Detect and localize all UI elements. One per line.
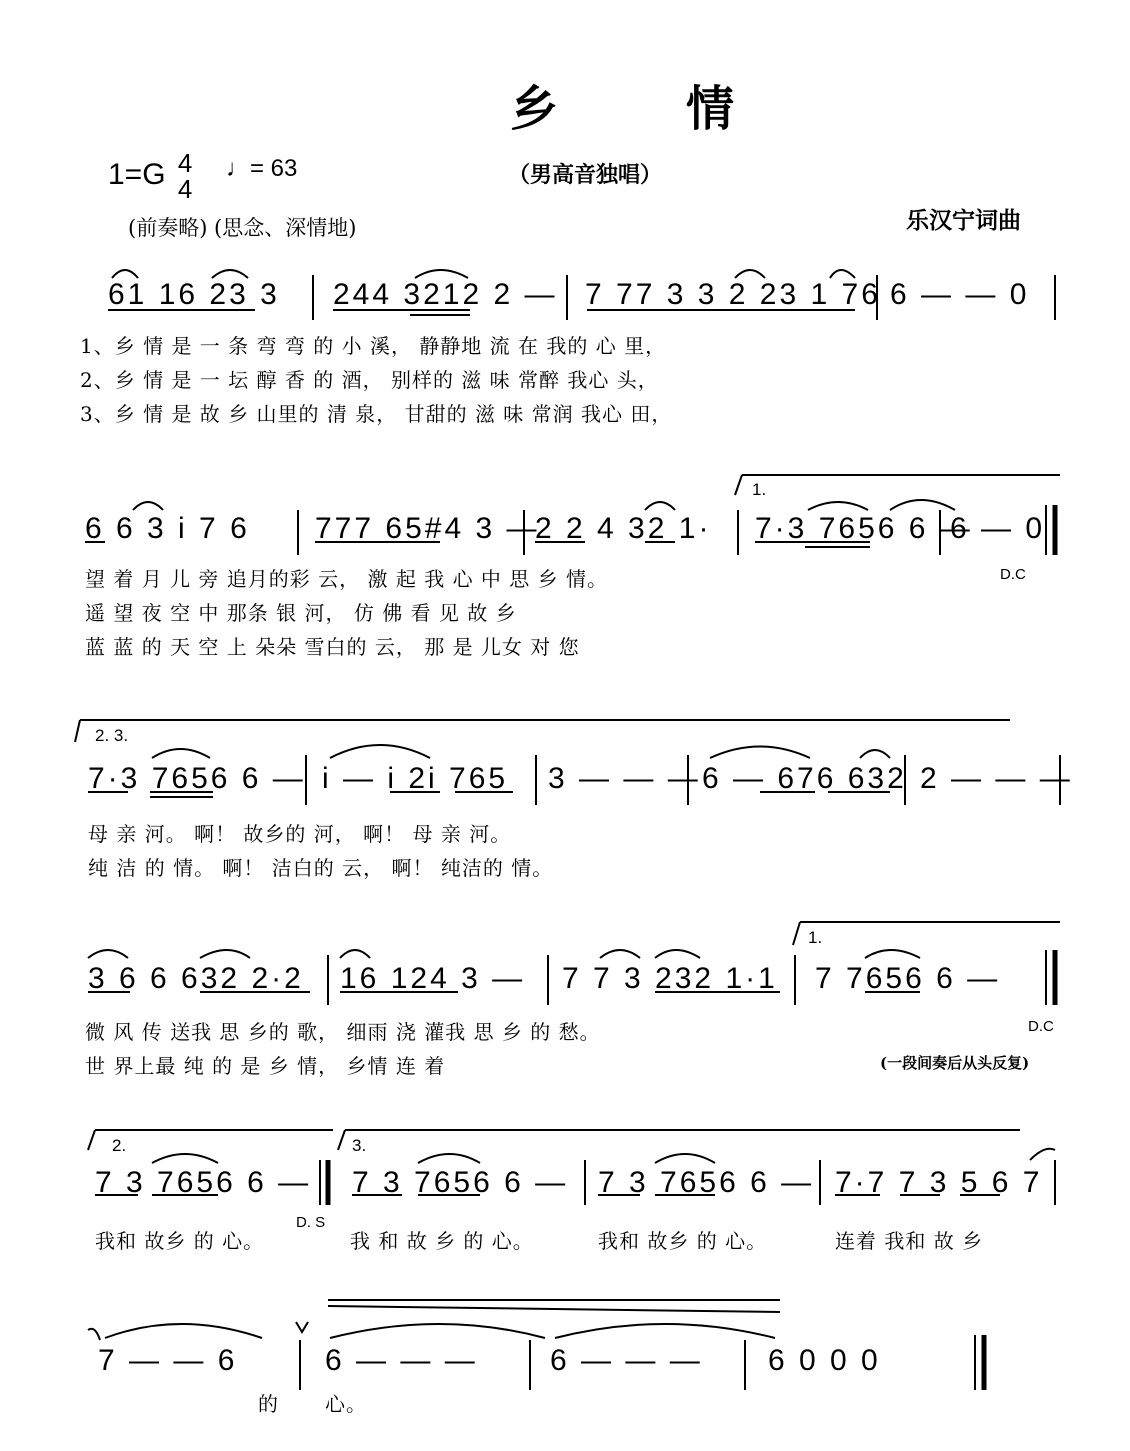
measure-r3-1: 7·3 7656 6 — (88, 762, 306, 795)
lyric-r2-v3: 蓝 蓝 的 天 空 上 朵朵 雪白的 云， 那 是 儿女 对 您 (85, 635, 580, 659)
measure-r3-5: 2 — — — (920, 762, 1073, 795)
dc-marking-1: D.C (1000, 566, 1026, 583)
lyric-r4-v2: 世 界上最 纯 的 是 乡 情， 乡情 连 着 (85, 1054, 446, 1078)
lyric-r3-v1: 母 亲 河。 啊！ 故乡的 河， 啊！ 母 亲 河。 (88, 822, 512, 846)
measure-r3-3: 3 — — — (548, 762, 701, 795)
lyric-r3-v2: 纯 洁 的 情。 啊！ 洁白的 云， 啊！ 纯洁的 情。 (88, 856, 554, 880)
measure-r6-2: 6 — — — (325, 1344, 478, 1377)
measure-r6-3: 6 — — — (550, 1344, 703, 1377)
lyric-r2-v2: 遥 望 夜 空 中 那条 银 河， 仿 佛 看 见 故 乡 (85, 601, 517, 625)
measure-r4-3: 7 7 3 232 1·1 (562, 962, 778, 995)
measure-r1-3: 7 77 3 3 2 23 1 76 (585, 278, 881, 311)
measure-r4-4: 7 7656 6 — (815, 962, 1001, 995)
intro-direction: (前奏略) (思念、深情地) (128, 216, 357, 240)
lyric-r5-c: 我和 故乡 的 心。 (598, 1229, 768, 1253)
measure-r5-2: 7 3 7656 6 — (352, 1166, 569, 1199)
lyric-r5-b: 我 和 故 乡 的 心。 (350, 1229, 534, 1253)
lyric-r6-b: 心。 (325, 1392, 367, 1416)
key-label: 1=G (108, 157, 166, 191)
lyric-r1-v3: 3、乡 情 是 故 乡 山里的 清 泉， 甘甜的 滋 味 常润 我心 田， (80, 402, 673, 426)
lyric-r6-a: 的 (258, 1392, 279, 1416)
volta-1: 1. (752, 480, 767, 499)
time-denominator: 4 (177, 174, 193, 204)
lyric-r1-v1: 1、乡 情 是 一 条 弯 弯 的 小 溪， 静静地 流 在 我的 心 里， (80, 334, 667, 358)
volta-3: 3. (352, 1136, 367, 1155)
tempo-marking: ♩= 63 (226, 155, 298, 182)
measure-r2-1: 6 6 3 i 7 6 (85, 512, 250, 545)
time-numerator: 4 (177, 148, 193, 178)
measure-r2-3: 2 2 4 32 1· (535, 512, 712, 545)
lyric-r1-v2: 2、乡 情 是 一 坛 醇 香 的 酒， 别样的 滋 味 常醉 我心 头， (80, 368, 659, 392)
lyric-r4-v1: 微 风 传 送我 思 乡的 歌， 细雨 浇 灌我 思 乡 的 愁。 (85, 1020, 601, 1044)
measure-r1-4: 6 — — 0 (890, 278, 1030, 311)
measure-r5-1: 7 3 7656 6 — (95, 1166, 312, 1199)
measure-r5-3: 7 3 7656 6 — (598, 1166, 815, 1199)
repeat-note: (一段间奏后从头反复) (880, 1054, 1030, 1072)
lyric-r5-d: 连着 我和 故 乡 (835, 1229, 984, 1253)
measure-r2-2: 777 65#4 3 — (315, 512, 540, 545)
measure-r3-4: 6 — 676 632 (702, 762, 907, 795)
ds-marking: D. S (296, 1214, 326, 1231)
measure-r3-2: i — i 2i 765 (322, 762, 509, 795)
measure-r1-1: 61 16 23 3 (108, 278, 280, 311)
measure-r5-4: 7·7 7 3 5 6 7 (835, 1166, 1043, 1199)
volta-1b: 1. (808, 928, 823, 947)
measure-r4-2: 16 124 3 — (340, 962, 526, 995)
measure-r2-5: 6 — 0 (950, 512, 1046, 545)
measure-r2-4: 7·3 7656 6 — (755, 512, 973, 545)
dc-marking-2: D.C (1028, 1018, 1054, 1035)
measure-r1-2: 244 3212 2 — (333, 278, 558, 311)
song-title: 乡 情 (510, 81, 775, 137)
lyric-r5-a: 我和 故乡 的 心。 (95, 1229, 265, 1253)
measure-r6-4: 6 0 0 0 (768, 1344, 881, 1377)
measure-r4-1: 3 6 6 632 2·2 (88, 962, 304, 995)
measure-r6-1: 7 — — 6 (98, 1344, 238, 1377)
voice-type: （男高音独唱） (508, 162, 663, 188)
lyric-r2-v1: 望 着 月 儿 旁 追月的彩 云， 激 起 我 心 中 思 乡 情。 (85, 567, 609, 591)
composer-credit: 乐汉宁词曲 (906, 207, 1021, 234)
volta-2-3: 2. 3. (95, 726, 129, 745)
volta-2: 2. (112, 1136, 127, 1155)
